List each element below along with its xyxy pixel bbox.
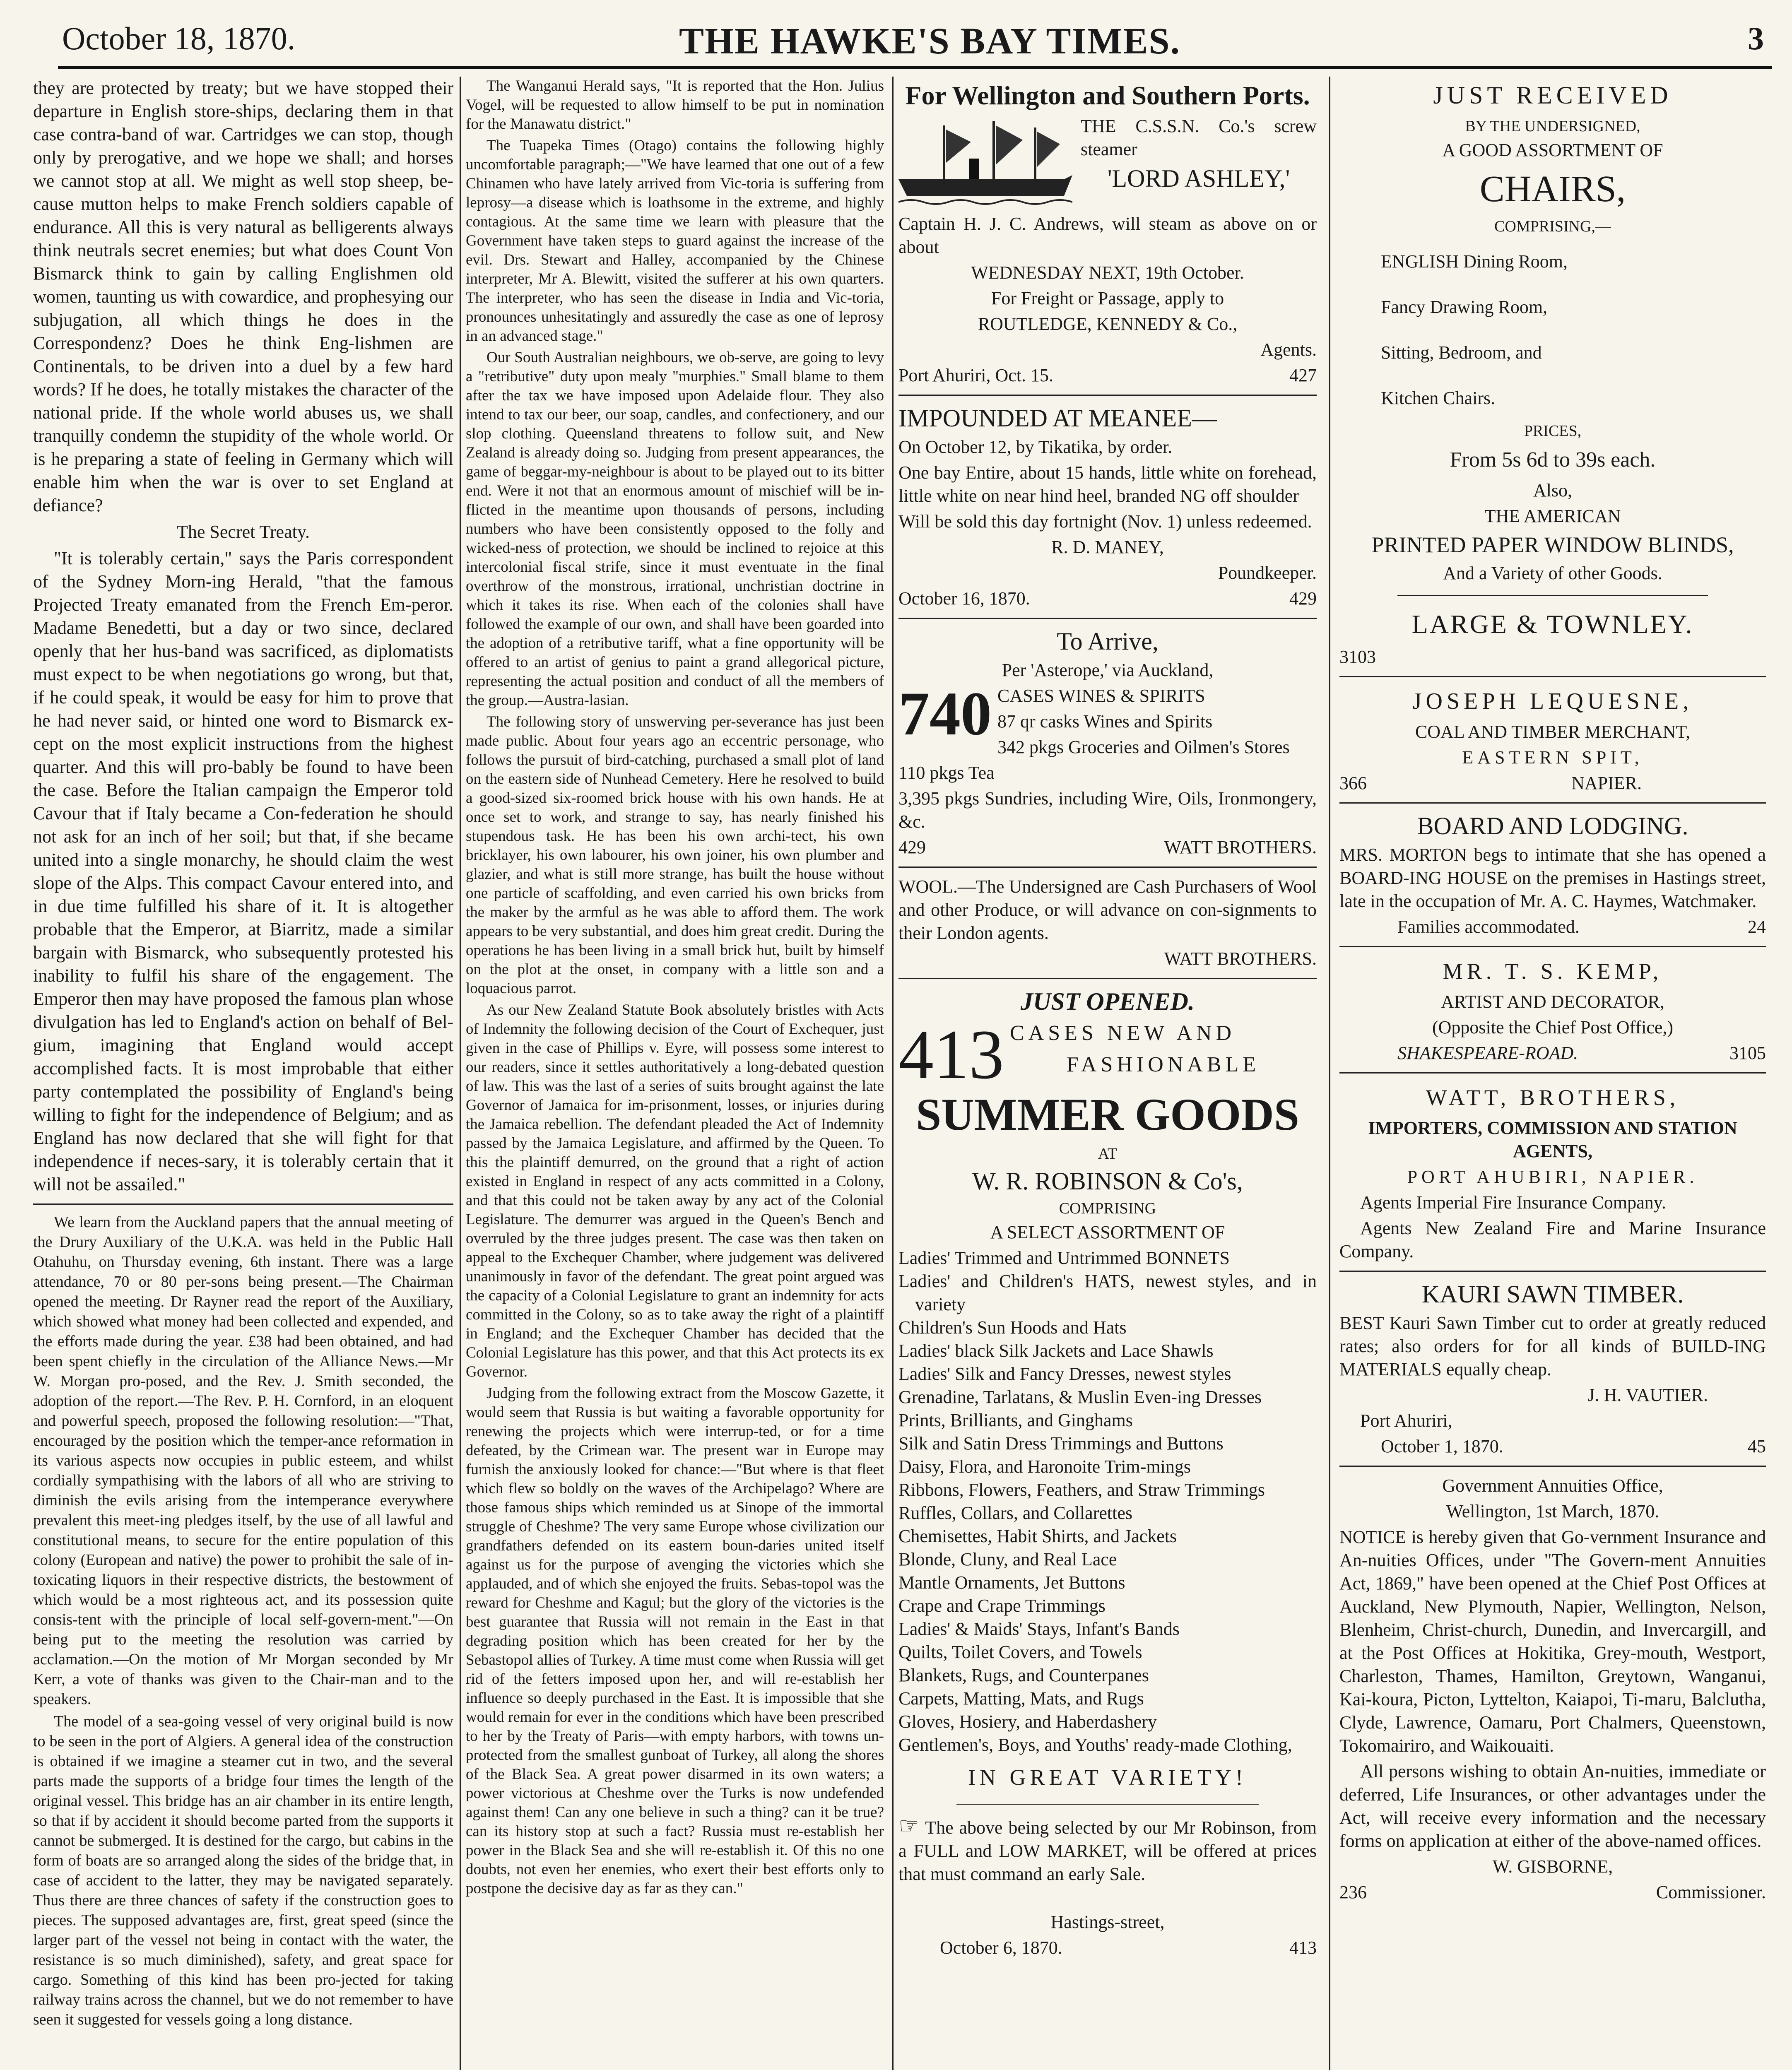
divider bbox=[898, 618, 1317, 619]
wool-advertisement bbox=[898, 875, 1317, 970]
article-paragraph: As our New Zealand Statute Book absolutely bristles with Acts of Indemnity the following decision of the Court of Exchequer, just given in the case of Phillips v. Eyre, will possess some interest to our readers, since it settles authoritatively a long-debated question of law. This was the last of a series of suits brought against the late Governor of Jamaica for im-prisonment, losses, or injuries during the Jamaica rebellion. The defendant pleaded the Act of Indemnity passed by the Jamaica Legislature, and affirmed by the Queen. To this the plaintiff demurred, on the ground that a right of action existed in England in respect of any acts committed in a Colony, and that this could not be taken away by any act of the Colonial Legislature. The demurrer was argued in the Queen's Bench and overruled by the three judges present. The case was then taken on appeal to the Exchequer Chamber, where judgement was delivered unanimously in favor of the defendant. The great point argued was the capacity of a Colonial Legislature to grant an indemnity for acts committed in the Colony, so as to take away the right of a plaintiff in England; and the Exchequer Chamber has decided that the Colonial Legislature has this power, and that this Act protects its ex Governor. bbox=[466, 1001, 884, 1380]
ad-text: (Opposite the Chief Post Office,) bbox=[1432, 1017, 1674, 1037]
ad-text: And a Variety of other Goods. bbox=[1443, 563, 1662, 583]
article-paragraph: Judging from the following extract from the Moscow Gazette, it would seem that Russia is but waiting a favorable opportunity for renewing the projects which were interrup-ted, or for a time defeated, by the Crimean war. The present war in Europe may furnish the anxiously looked for chance:—"But where is that fleet which flew so boldly on the waves of the Archipelago? Where are those famous ships which reminded us at Sinope of the immortal struggle of Cheshme? The very same Europe whose civilization our grandfathers defended on its eastern boun-daries united itself against us for the purpose of avenging the victories which she applauded, and of which she enjoyed the fruits. Sebas-topol was the reward for Cheshme and Kagul; but the glory of the victories is the best guarantee that Russia will not remain in the East in that degrading position which has been created for her by the Sebastopol allies of Turkey. A time must come when Russia will get rid of the fetters imposed upon her, and will re-establish her influence so deeply purchased in the East. It is impossible that she would remain for ever in the conditions which have been prescribed to her by the Treaty of Paris—with empty harbors, with towns un-protected from the smallest gunboat of Turkey, all along the shores of the Black Sea. A great power disarmed in its own waters; a power victorious at Cheshme over the Turks is now undefended against them! Can any one believe in such a thing? can it be true? can its history stop at such a fact? Russia must re-establish her power in the Black Sea and she will re-establish it. Of this no one doubts, not even her enemies, who exert their best efforts only to postpone the decisive day as far as they can." bbox=[466, 1385, 884, 1897]
ad-number: 3103 bbox=[1339, 647, 1376, 667]
ad-text: A GOOD ASSORTMENT OF bbox=[1442, 140, 1663, 160]
ad-date: October 1, 1870. bbox=[1381, 1436, 1503, 1456]
ad-text: Agents Imperial Fire Insurance Company. bbox=[1360, 1192, 1666, 1213]
divider bbox=[1339, 802, 1766, 804]
ad-number: 429 bbox=[1289, 588, 1317, 609]
ad-text: THE AMERICAN bbox=[1484, 506, 1621, 526]
ad-date: October 6, 1870. bbox=[940, 1938, 1062, 1958]
list-item: Blonde, Cluny, and Real Lace bbox=[898, 1549, 1117, 1569]
ad-text: MRS. MORTON begs to intimate that she has opened a BOARD-ING HOUSE on the premises in Hastings street, late in the occupation of Mr. A. C. Haymes, Watchmaker. bbox=[1339, 845, 1766, 911]
to-arrive-advertisement bbox=[898, 626, 1317, 859]
column-rule bbox=[892, 77, 894, 2070]
article-paragraph: The Tuapeka Times (Otago) contains the following highly uncomfortable paragraph;—"We have learned that one out of a few Chinamen who have lately arrived from Vic-toria is suffering from leprosy—a disease which is loathsome in the extreme, and highly contagious. At the same time we learn with pleasure that the Government have taken steps to guard against the increase of the evil. Drs. Stewart and Halley, accompanied by the Chinese interpreter, Mr A. Blewitt, visited the sufferer at his own quarters. The interpreter, who has seen the disease in India and Vic-toria, pronounces unhesitatingly and assuredly the case as one of leprosy in an advanced stage." bbox=[466, 137, 884, 344]
ad-text: Per 'Asterope,' via Auckland, bbox=[1002, 660, 1214, 680]
goods-list bbox=[898, 1247, 1317, 1757]
ad-text: 3,395 pkgs Sundries, including Wire, Oils, Ironmongery, &c. bbox=[898, 788, 1317, 832]
ad-text: CASES WINES & SPIRITS bbox=[997, 686, 1205, 706]
ad-text: IMPORTERS, COMMISSION AND STATION AGENTS, bbox=[1368, 1118, 1737, 1161]
column-rule bbox=[1329, 77, 1330, 2070]
steamship-icon bbox=[898, 117, 1072, 212]
ad-text: BEST Kauri Sawn Timber cut to order at greatly reduced rates; also orders for for all kinds of BUILD-ING MATERIALS equally cheap. bbox=[1339, 1313, 1766, 1379]
ad-text: BY THE UNDERSIGNED, bbox=[1465, 118, 1640, 135]
lequesne-advertisement bbox=[1339, 685, 1766, 795]
list-item: Ladies' Silk and Fancy Dresses, newest styles bbox=[898, 1364, 1231, 1384]
ad-text: The above being selected by our Mr Robinson, from a FULL and LOW MARKET, will be offered at prices that must command an early Sale. bbox=[898, 1817, 1317, 1884]
column-4 bbox=[1339, 77, 1766, 2070]
annuities-advertisement bbox=[1339, 1474, 1766, 1904]
ad-text: PRINTED PAPER WINDOW BLINDS, bbox=[1371, 532, 1734, 557]
column-rule bbox=[460, 77, 461, 2070]
divider bbox=[898, 978, 1317, 979]
ad-title: KAURI SAWN TIMBER. bbox=[1421, 1281, 1684, 1308]
cases-count: 413 bbox=[898, 1016, 1004, 1093]
ad-text: 110 pkgs Tea bbox=[898, 763, 995, 783]
chairs-advertisement bbox=[1339, 77, 1766, 669]
ad-title: IMPOUNDED AT MEANEE— bbox=[898, 404, 1217, 432]
ad-title: MR. T. S. KEMP, bbox=[1443, 959, 1663, 984]
ad-text: For Freight or Passage, apply to bbox=[991, 288, 1224, 308]
summer-goods-advertisement bbox=[898, 987, 1317, 1959]
article-paragraph: The Wanganui Herald says, "It is reported that the Hon. Julius Vogel, will be requested to allow himself to be put in nomination for the Manawatu district." bbox=[466, 77, 884, 132]
list-item: Kitchen Chairs. bbox=[1381, 388, 1496, 408]
ad-text: Families accommodated. bbox=[1397, 917, 1580, 937]
ad-number: 3105 bbox=[1729, 1043, 1766, 1063]
column-3 bbox=[898, 77, 1317, 2070]
chairs-title: CHAIRS, bbox=[1479, 168, 1626, 209]
chairs-list bbox=[1339, 239, 1766, 421]
ad-text: NOTICE is hereby given that Go-vernment Insurance and An-nuities Offices, under "The Govern-ment Annuities Act, 1869," have been opened at the Chief Post Offices at Auckland, New Plymouth, Napier, Wellington, Nelson, Blenheim, Christ-church, Dunedin, and Invercargill, and at the Post Offices at Hokitika, Grey-mouth, Westport, Charleston, Thames, Hamilton, Greytown, Wanganui, Kai-koura, Picton, Lyttelton, Kaiapoi, Ti-maru, Balclutha, Clyde, Lawrence, Oamaru, Port Chalmers, Queenstown, Tokomairiro, and Waikouaiti. bbox=[1339, 1527, 1766, 1756]
ad-text: ARTIST AND DECORATOR, bbox=[1441, 992, 1664, 1012]
ad-text: 87 qr casks Wines and Spirits bbox=[997, 711, 1213, 732]
ad-text: FASHIONABLE bbox=[1066, 1053, 1260, 1076]
ad-title: Government Annuities Office, bbox=[1442, 1475, 1663, 1496]
ad-title: BOARD AND LODGING. bbox=[1417, 812, 1688, 840]
list-item: Ladies' black Silk Jackets and Lace Shawls bbox=[898, 1341, 1214, 1361]
list-item: Sitting, Bedroom, and bbox=[1381, 342, 1542, 363]
list-item: Mantle Ornaments, Jet Buttons bbox=[898, 1572, 1125, 1593]
ad-number: 366 bbox=[1339, 773, 1367, 793]
ad-text: 342 pkgs Groceries and Oilmen's Stores bbox=[997, 737, 1290, 757]
ad-title: WATT, BROTHERS, bbox=[1426, 1085, 1680, 1110]
ad-text: PORT AHUBIRI, NAPIER. bbox=[1407, 1167, 1698, 1187]
list-item: Children's Sun Hoods and Hats bbox=[898, 1317, 1127, 1338]
agents-label: Agents. bbox=[1260, 339, 1317, 360]
list-item: Quilts, Toilet Covers, and Towels bbox=[898, 1642, 1142, 1662]
divider bbox=[1339, 676, 1766, 677]
divider bbox=[1339, 1466, 1766, 1467]
poundkeeper-name: R. D. MANEY, bbox=[1051, 537, 1164, 557]
list-item: Fancy Drawing Room, bbox=[1381, 297, 1548, 317]
ad-number: 427 bbox=[1289, 365, 1317, 385]
ad-title: JOSEPH LEQUESNE, bbox=[1412, 688, 1693, 714]
article-paragraph: The following story of unswerving per-severance has just been made public. About four years ago an eccentric personage, who follows the pursuit of bird-catching, purchased a small plot of land on the eastern side of Nunhead Cemetery. Here he resolved to build a good-sized six-roomed brick house with his own hands. He at once set to work, and strange to say, has nearly finished his stupendous task. He has been his own archi-tect, his own bricklayer, his own labourer, his own joiner, his own plumber and glazier, and what is still more strange, has built the house without one particle of scaffolding, and even carried his own bricks from the maker by the armful as he was able to afford them. The work appears to be very substantial, and does him great credit. During the operations he has been living in a small brick hut, built by himself on the plot at the onset, in company with a little son and a loquacious parrot. bbox=[466, 713, 884, 997]
ad-text: COMPRISING bbox=[1059, 1200, 1156, 1217]
ad-text: THE C.S.S.N. Co.'s screw steamer bbox=[1081, 116, 1317, 159]
masthead bbox=[58, 12, 1772, 69]
ad-text: WOOL.—The Undersigned are Cash Purchasers of Wool and other Produce, or will advance on con-signments to their London agents. bbox=[898, 876, 1317, 943]
ad-signature: WATT BROTHERS. bbox=[1164, 837, 1317, 857]
divider bbox=[898, 867, 1317, 868]
impounded-advertisement bbox=[898, 403, 1317, 610]
issue-date: October 18, 1870. bbox=[62, 20, 296, 56]
ship-advertisement bbox=[898, 81, 1317, 387]
ad-text: EASTERN SPIT, bbox=[1462, 747, 1643, 768]
list-item: Ladies' & Maids' Stays, Infant's Bands bbox=[898, 1619, 1180, 1639]
price-range: From 5s 6d to 39s each. bbox=[1450, 448, 1656, 472]
ad-text: AT bbox=[1098, 1145, 1118, 1163]
list-item: Ruffles, Collars, and Collarettes bbox=[898, 1503, 1132, 1523]
divider bbox=[1339, 1072, 1766, 1074]
list-item: Gloves, Hosiery, and Haberdashery bbox=[898, 1711, 1157, 1732]
ad-text: One bay Entire, about 15 hands, little white on forehead, little white on near hind heel, branded NG off shoulder bbox=[898, 462, 1317, 506]
divider bbox=[33, 1203, 453, 1205]
list-item: Ladies' and Children's HATS, newest styles, and in variety bbox=[898, 1271, 1317, 1314]
ad-place: Port Ahuriri, Oct. 15. bbox=[898, 365, 1053, 385]
ad-text: Captain H. J. C. Andrews, will steam as above on or about bbox=[898, 214, 1317, 257]
divider bbox=[1339, 946, 1766, 947]
list-item: Grenadine, Tarlatans, & Muslin Even-ing Dresses bbox=[898, 1387, 1262, 1407]
pointing-hand-icon: ☞ bbox=[898, 1813, 920, 1839]
list-item: Daisy, Flora, and Haronoite Trim-mings bbox=[898, 1456, 1191, 1477]
ad-text: PRICES, bbox=[1524, 422, 1582, 440]
column-1 bbox=[33, 77, 453, 2070]
ad-number: 429 bbox=[898, 837, 926, 857]
divider bbox=[898, 395, 1317, 396]
article-paragraph: The model of a sea-going vessel of very original build is now to be seen in the port of Algiers. A general idea of the construction is obtained if we imagine a steamer cut in two, and the several parts made the supports of a bridge four times the length of the original vessel. This bridge has an air chamber in its entire length, so that if by accident it should become parted from the supports it cannot be submerged. It is destined for the cargo, but cabins in the form of boats are so arranged along the sides of the bridge that, in case of accident to the latter, they may be navigated separately. Thus there are three chances of safety if the construction goes to pieces. The supposed advantages are, first, great speed (since the larger part of the vessel not being in contact with the water, the resistance is so much diminished), safety, and great space for cargo. Something of this kind has been pro-jected for taking railway trains across the channel, but we do not remember to have seen it suggested for vessels going a long distance. bbox=[33, 1713, 453, 2028]
article-paragraph: Our South Australian neighbours, we ob-serve, are going to levy a "retributive" duty upon mealy "murphies." Small blame to them after the tax we have imposed upon Adelaide flour. They also intend to tax our beer, our soap, candles, and confectionery, and our slop clothing. Queensland threatens to follow suit, and New Zealand is already doing so. Judging from present appearances, the game of beggar-my-neighbour is about to be played out to its bitter end. Were it not that an enormous amount of mischief will be in-flicted in the meantime upon thousands of persons, including numbers who have been consistently opposed to the folly and wicked-ness of protection, we should be inclined to rejoice at this intercolonial fiscal strife, since it must eventuate in the final overthrow of the monstrous, irrational, unchristian doctrine in which it takes its rise. When each of the colonies shall have followed the example of our own, and shall have been goarded into the adoption of a retributive tariff, what a fine opportunity will be offered to an artist of genius to paint a grand allegorical picture, representing the actual position and conduct of all the members of the group.—Austra-lasian. bbox=[466, 349, 884, 709]
list-item: Silk and Satin Dress Trimmings and Buttons bbox=[898, 1433, 1224, 1454]
ad-signature: W. GISBORNE, bbox=[1492, 1856, 1613, 1877]
watt-advertisement bbox=[1339, 1081, 1766, 1263]
ad-text: A SELECT ASSORTMENT OF bbox=[990, 1222, 1225, 1242]
kemp-advertisement bbox=[1339, 955, 1766, 1065]
agents-name: ROUTLEDGE, KENNEDY & Co., bbox=[978, 314, 1238, 334]
list-item: Chemisettes, Habit Shirts, and Jackets bbox=[898, 1526, 1177, 1546]
divider bbox=[956, 1804, 1259, 1805]
article-paragraph: We learn from the Auckland papers that the annual meeting of the Drury Auxiliary of the U.K.A. was held in the Public Hall Otahuhu, on Thursday evening, 6th instant. There was a large attendance, 70 or 80 per-sons being present.—The Chairman opened the meeting. Dr Rayner read the report of the Auxiliary, which showed what money had been collected and expended, and the efforts made during the year. £38 had been obtained, and had been spent chiefly in the circulation of the Alliance News.—Mr W. Morgan pro-posed, and the Rev. J. Smith seconded, the adoption of the report.—The Rev. P. H. Cornford, in an eloquent and powerful speech, proposed the following resolution:—"That, encouraged by the position which the temper-ance reformation in its various aspects now occupies in public esteem, and whilst cordially sympathising with the labors of all who are striving to diminish the evils arising from the intemperance everywhere prevalent this meet-ing pledges itself, by the use of all lawful and constitutional means, to secure for the entire population of this colony (European and native) the power to prohibit the sale of in-toxicating liquors in their respective districts, the bestowment of which would be a most righteous act, and its possession quite consis-tent with the principle of local self-govern-ment."—On being put to the meeting the resolution was carried by acclamation.—On the motion of Mr Morgan seconded by Mr Kerr, a vote of thanks was given to the Chair-man and to the speakers. bbox=[33, 1213, 453, 1708]
ship-name: 'LORD ASHLEY,' bbox=[1107, 165, 1290, 192]
list-item: Ribbons, Flowers, Feathers, and Straw Trimmings bbox=[898, 1480, 1265, 1500]
list-item: Carpets, Matting, Mats, and Rugs bbox=[898, 1688, 1144, 1709]
paper-title: THE HAWKE'S BAY TIMES. bbox=[679, 21, 1181, 62]
cases-count: 740 bbox=[898, 679, 992, 748]
ad-text: IN GREAT VARIETY! bbox=[968, 1765, 1247, 1790]
ad-signature: WATT BROTHERS. bbox=[1164, 948, 1317, 969]
summer-goods-title: SUMMER GOODS bbox=[916, 1089, 1299, 1140]
article-paragraph: they are protected by treaty; but we have stopped their departure in English store-ships, declaring them in that case contra-band of war. Cartridges we can stop, though only by prerogative, and we hope we shall; and horses we cannot stop at all. We might as well stop sheep, be-cause mutton helps to make French soldiers capable of endurance. All this is very natural as belligerents always think neutrals secret enemies; but what does Count Von Bismarck think to gain by calling Englishmen old women, taunting us with cowardice, and prophesying our subjugation, all which things he does in the Correspondenz? Does he think Eng-lishmen are Continentals, to be driven into a duel by a few hard words? If he does, he totally mistakes the character of the national pride. If the whole world abuses us, we shall tranquilly condemn the stupidity of the whole world. Or is he preparing a state of feeling in Germany which will enable him when the war is over to set England at defiance? bbox=[33, 78, 453, 515]
article-paragraph: "It is tolerably certain," says the Paris correspondent of the Sydney Morn-ing Herald, "that the famous Projected Treaty emanated from the French Em-peror. Madame Benedetti, but a day or two since, declared openly that her hus-band was sacrificed, as diplomatists must expect to be when negotiations go wrong, but that, if he could speak, it would be easy for him to prove that he had never said, or hinted one word to Bismarck ex-cept on the most explicit instructions from the highest quarter. And this will pro-bably be found to have been the case. Before the Italian campaign the Emperor told Cavour that if Italy became a Con-federation he should not ask for an inch of her soil; but that, if she became united into a single monarchy, he should claim the west slope of the Alps. This compact Cavour entered into, and in due time fulfilled his share of it. It is altogether probable that the Emperor, at Biarritz, made a similar bargain with Bismarck, who subsequently protested his inability to fulfil his share of the engagement. The Emperor then may have proposed the famous plan whose divulgation has led to England's action on behalf of Bel-gium, imagining that England would accept accomplished facts. It is most improbable that either party contemplated the possibility of England's being willing to fight for the independence of Belgium; and as England has now declared that she will fight for that independence if neces-sary, it is tolerably certain that it will not be assailed." bbox=[33, 548, 453, 1194]
ad-place: Port Ahuriri, bbox=[1360, 1410, 1452, 1431]
ad-text: Commissioner. bbox=[1656, 1882, 1766, 1902]
ad-title: To Arrive, bbox=[1057, 628, 1159, 655]
subheading: The Secret Treaty. bbox=[177, 522, 310, 542]
ad-text: CASES NEW AND bbox=[1010, 1021, 1236, 1045]
ad-title: JUST RECEIVED bbox=[1433, 82, 1672, 109]
list-item: Gentlemen's, Boys, and Youths' ready-made Clothing, bbox=[898, 1735, 1292, 1755]
ad-text: Agents New Zealand Fire and Marine Insurance Company. bbox=[1339, 1218, 1766, 1261]
list-item: ENGLISH Dining Room, bbox=[1381, 251, 1568, 272]
firm-name: LARGE & TOWNLEY. bbox=[1411, 609, 1694, 639]
ad-text: Will be sold this day fortnight (Nov. 1) unless redeemed. bbox=[898, 511, 1312, 532]
ad-number: 45 bbox=[1748, 1436, 1766, 1456]
divider bbox=[1397, 595, 1708, 596]
column-2 bbox=[466, 77, 884, 2070]
ad-place: Hastings-street, bbox=[1050, 1912, 1165, 1932]
kauri-advertisement bbox=[1339, 1279, 1766, 1458]
ad-text: All persons wishing to obtain An-nuities, immediate or deferred, Life Insurances, or other advantages under the Act, will receive every information and the necessary forms on application at either of the above-named offices. bbox=[1339, 1761, 1766, 1851]
list-item: Ladies' Trimmed and Untrimmed BONNETS bbox=[898, 1248, 1230, 1268]
list-item: Crape and Crape Trimmings bbox=[898, 1596, 1106, 1616]
ad-text: Also, bbox=[1533, 480, 1573, 501]
ad-date: October 16, 1870. bbox=[898, 588, 1030, 609]
ad-number: 413 bbox=[1289, 1938, 1317, 1958]
boarding-advertisement bbox=[1339, 811, 1766, 939]
ad-text: On October 12, by Tikatika, by order. bbox=[898, 437, 1173, 457]
firm-name: W. R. ROBINSON & Co's, bbox=[972, 1167, 1243, 1195]
list-item: Prints, Brilliants, and Ginghams bbox=[898, 1410, 1133, 1430]
ad-text: COMPRISING,— bbox=[1494, 218, 1611, 235]
page-number: 3 bbox=[1748, 20, 1764, 56]
poundkeeper-role: Poundkeeper. bbox=[1218, 563, 1317, 583]
ad-number: 236 bbox=[1339, 1882, 1367, 1902]
list-item: Blankets, Rugs, and Counterpanes bbox=[898, 1665, 1149, 1685]
ad-signature: J. H. VAUTIER. bbox=[1587, 1385, 1708, 1405]
ad-text: SHAKESPEARE-ROAD. bbox=[1397, 1043, 1578, 1063]
sailing-date: WEDNESDAY NEXT, 19th October. bbox=[971, 262, 1244, 283]
ad-text: NAPIER. bbox=[1571, 773, 1642, 793]
ad-text: COAL AND TIMBER MERCHANT, bbox=[1415, 722, 1691, 742]
ad-title: JUST OPENED. bbox=[1020, 988, 1195, 1015]
ad-title: For Wellington and Southern Ports. bbox=[905, 81, 1310, 110]
ad-text: Wellington, 1st March, 1870. bbox=[1446, 1501, 1660, 1521]
divider bbox=[1339, 1271, 1766, 1272]
ad-number: 24 bbox=[1748, 917, 1766, 937]
